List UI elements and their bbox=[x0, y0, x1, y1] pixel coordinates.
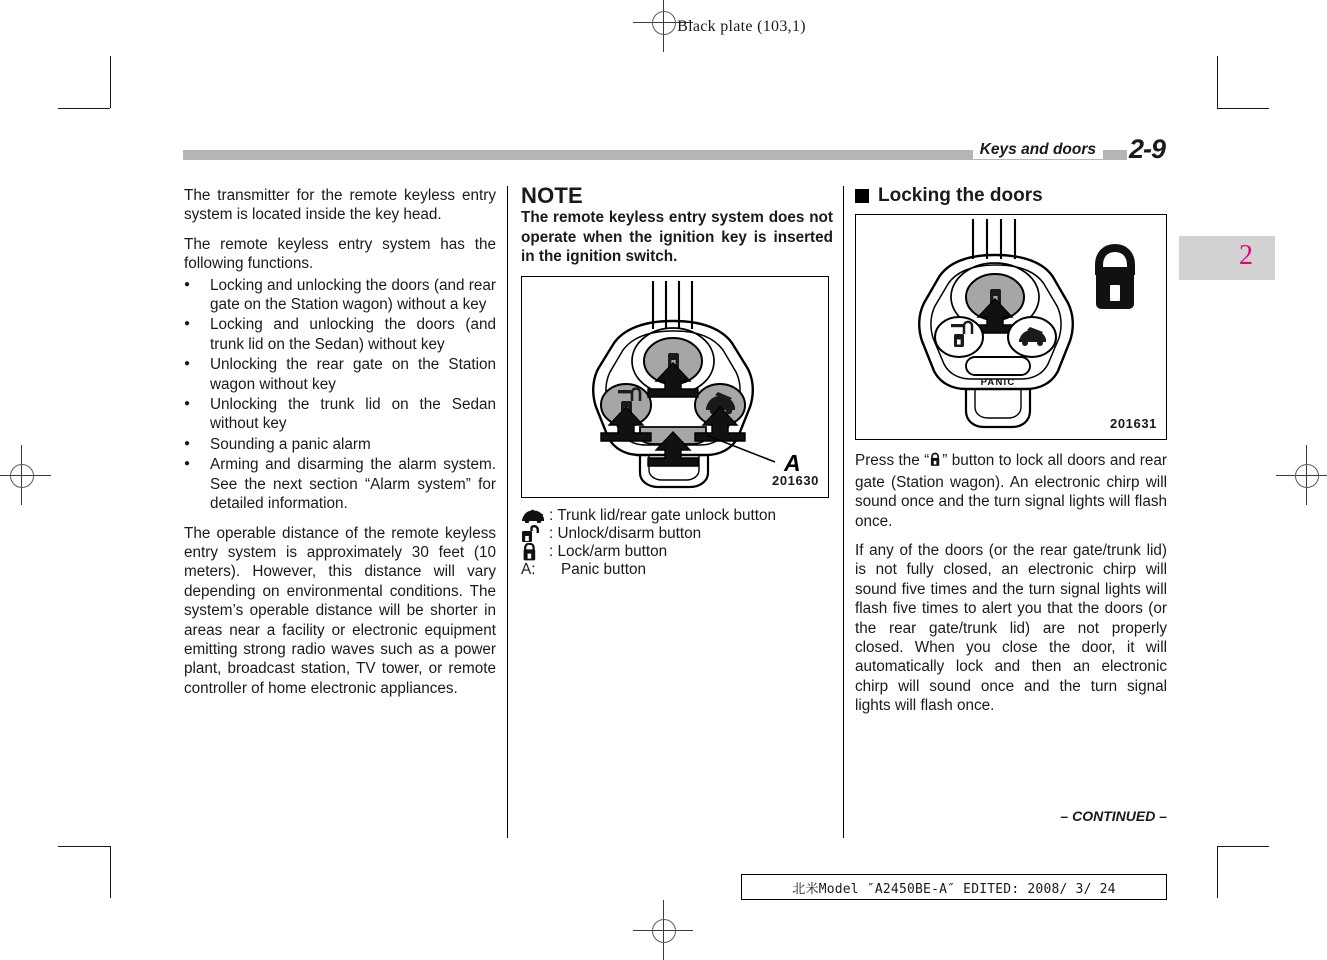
transmitter-diagram bbox=[522, 277, 828, 497]
left-paragraph-3: The operable distance of the remote keyless entry system is approximately 30 feet (10 meters). However, this distance will vary depending on environmental conditions. The system’s operable distance will be shorter in areas near a facility or electronic equipment emitting strong radio waves such as a power plant, broadcast station, TV tower, or remote controller of home electronic appliances. bbox=[184, 524, 496, 697]
legend-key-a: A: bbox=[521, 560, 536, 578]
column-divider-left bbox=[507, 186, 508, 838]
padlock-open-icon bbox=[521, 525, 547, 543]
section-heading bbox=[855, 186, 1167, 205]
legend-label: : Unlock/disarm button bbox=[549, 524, 702, 542]
column-middle bbox=[521, 183, 833, 579]
legend-label: : Trunk lid/rear gate unlock button bbox=[549, 506, 777, 524]
locking-diagram bbox=[856, 215, 1166, 439]
registration-mark-right bbox=[1276, 445, 1327, 505]
padlock-closed-icon bbox=[521, 543, 547, 561]
right-paragraph-2: If any of the doors (or the rear gate/trunk lid) is not fully closed, an electronic chirp will sound five times and the turn signal lights will flash five times to alert you that the doors (or the rear gate/trunk lid) are not properly closed. When you close the door, it will automatically lock and then an electronic chirp will sound once and the turn signal lights will flash once. bbox=[855, 542, 1167, 715]
note-heading: NOTE bbox=[521, 183, 583, 208]
feature-list bbox=[184, 276, 496, 514]
left-paragraph-2: The remote keyless entry system has the following functions. bbox=[184, 235, 496, 273]
figure-callout-a: A bbox=[784, 449, 801, 476]
figure-transmitter-buttons bbox=[521, 276, 829, 498]
legend-row-unlock bbox=[521, 525, 833, 543]
running-head bbox=[183, 134, 1167, 167]
registration-mark-bottom bbox=[633, 900, 693, 960]
page-number: 2-9 bbox=[1128, 134, 1165, 164]
black-plate-label bbox=[0, 18, 1327, 36]
list-item: ● Locking and unlocking the doors (and trunk lid on the Sedan) without key bbox=[184, 315, 496, 354]
list-item: ● Locking and unlocking the doors (and rear gate on the Station wagon) without a key bbox=[184, 276, 496, 315]
legend-row-panic bbox=[521, 561, 833, 579]
chapter-number: 2 bbox=[1239, 240, 1253, 271]
edit-stamp-box bbox=[741, 874, 1167, 900]
panic-label: PANIC bbox=[980, 377, 1016, 389]
padlock-closed-icon bbox=[1096, 248, 1134, 309]
padlock-closed-icon bbox=[929, 452, 942, 472]
figure-number: 201631 bbox=[1110, 416, 1157, 431]
note-body: The remote keyless entry system does not operate when the ignition key is inserted in the ignition switch. bbox=[521, 209, 833, 266]
legend-row-lock bbox=[521, 543, 833, 561]
continued-marker: – CONTINUED – bbox=[1060, 808, 1167, 824]
chapter-thumb-tab bbox=[1179, 236, 1275, 280]
column-left bbox=[184, 186, 496, 698]
column-right bbox=[855, 186, 1167, 716]
right-paragraph-1: Press the “ ” button to lock all doors and rear gate (Station wagon). An electronic chirp will sound once and the turn signal lights will flash once. bbox=[855, 452, 1167, 530]
legend-row-trunk bbox=[521, 507, 833, 525]
column-divider-right bbox=[843, 186, 844, 838]
legend-label: : Lock/arm button bbox=[549, 542, 668, 560]
list-item: ● Unlocking the rear gate on the Station wagon without key bbox=[184, 355, 496, 394]
edit-stamp-text: 北米Model ″A2450BE-A″ EDITED: 2008/ 3/ 24 bbox=[792, 881, 1116, 897]
list-item: ● Sounding a panic alarm bbox=[184, 435, 496, 454]
running-head-title: Keys and doors bbox=[973, 141, 1103, 159]
car-trunk-icon bbox=[521, 507, 547, 525]
figure-legend bbox=[521, 507, 833, 579]
legend-label: Panic button bbox=[561, 560, 647, 578]
list-item: ● Arming and disarming the alarm system. See the next section “Alarm system” for detailed information. bbox=[184, 455, 496, 513]
left-paragraph-1: The transmitter for the remote keyless entry system is located inside the key head. bbox=[184, 187, 496, 224]
black-plate-text: Black plate (103,1) bbox=[677, 18, 806, 35]
section-heading-text: Locking the doors bbox=[878, 185, 1043, 206]
list-item: ● Unlocking the trunk lid on the Sedan without key bbox=[184, 395, 496, 434]
figure-locking-transmitter bbox=[855, 214, 1167, 440]
figure-number: 201630 bbox=[772, 473, 819, 489]
filled-square-icon bbox=[855, 189, 869, 203]
registration-mark-left bbox=[0, 445, 51, 505]
